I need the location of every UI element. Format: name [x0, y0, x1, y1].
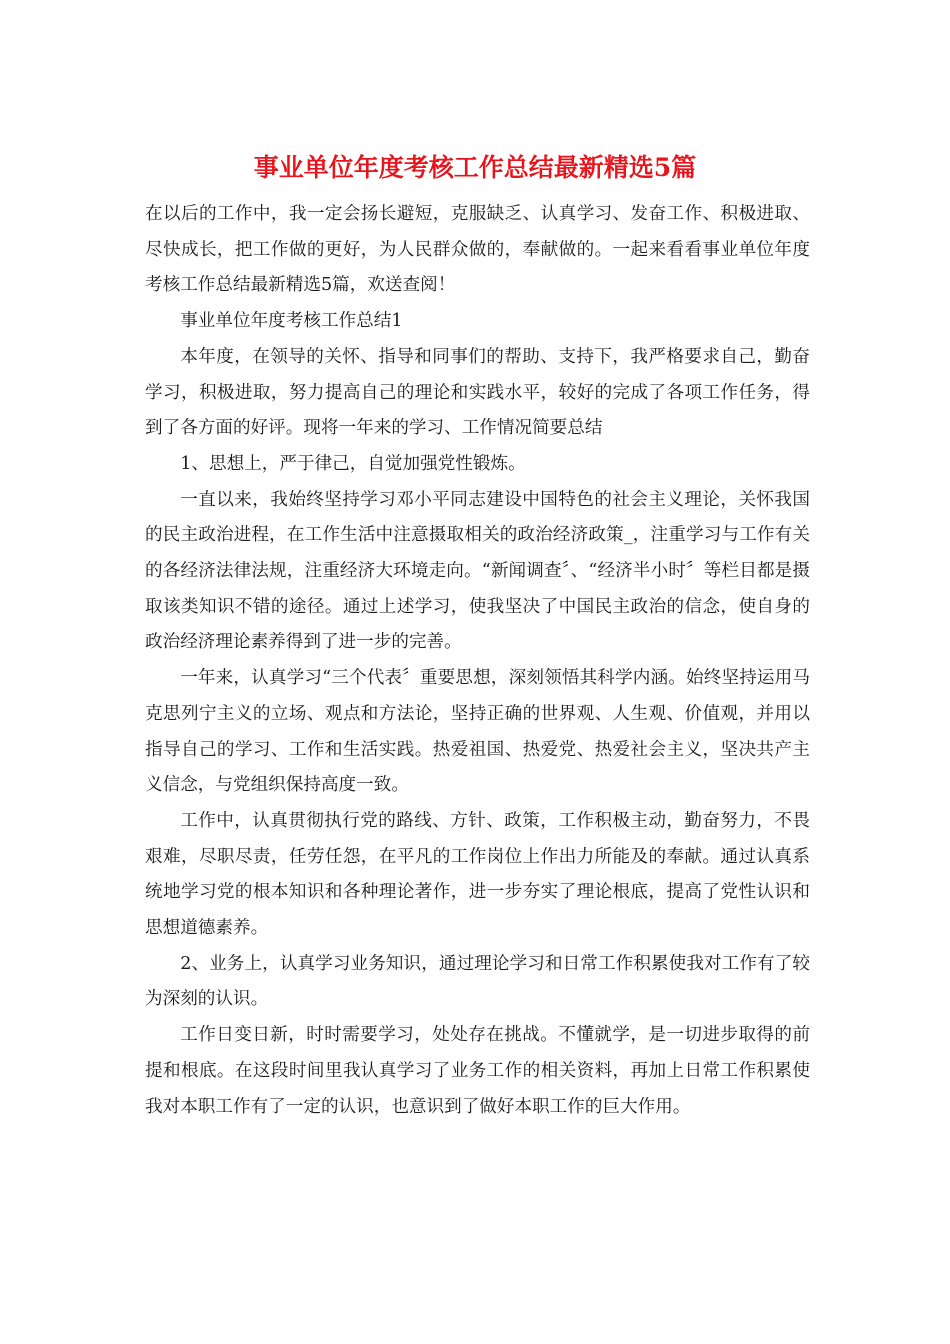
numbered-point: 2、业务上，认真学习业务知识，通过理论学习和日常工作积累使我对工作有了较为深刻的认识。 [145, 953, 810, 1010]
body-paragraph: 工作日变日新，时时需要学习，处处存在挑战。不懂就学，是一切进步取得的前提和根底。在这段时间里我认真学习了业务工作的相关资料，再加上日常工作积累使我对本职工作有了一定的认识，也意识到了做好本职工作的巨大作用。 [145, 1025, 810, 1117]
body-paragraph: 本年度，在领导的关怀、指导和同事们的帮助、支持下，我严格要求自己，勤奋学习，积极进取，努力提高自己的理论和实践水平，较好的完成了各项工作任务，得到了各方面的好评。现将一年来的学习、工作情况简要总结 [145, 346, 810, 439]
body-paragraph: 一直以来，我始终坚持学习邓小平同志建设中国特色的社会主义理论，关怀我国的民主政治进程，在工作生活中注意摄取相关的政治经济政策_，注重学习与工作有关的各经济法律法规，注重经济大环境走向。“新闻调查〞、“经济半小时〞等栏目都是摄取该类知识不错的途径。通过上述学习，使我坚决了中国民主政治的信念，使自身的政治经济理论素养得到了进一步的完善。 [145, 489, 810, 653]
numbered-point: 1、思想上，严于律己，自觉加强党性锻炼。 [180, 453, 526, 474]
intro-paragraph: 在以后的工作中，我一定会扬长避短，克服缺乏、认真学习、发奋工作、积极进取、尽快成长，把工作做的更好，为人民群众做的，奉献做的。一起来看看事业单位年度考核工作总结最新精选5篇，欢送查阅！ [145, 204, 810, 296]
section-heading: 事业单位年度考核工作总结1 [180, 311, 403, 332]
body-paragraph: 一年来，认真学习“三个代表〞重要思想，深刻领悟其科学内涵。始终坚持运用马克思列宁主义的立场、观点和方法论，坚持正确的世界观、人生观、价值观，并用以指导自己的学习、工作和生活实践。热爱祖国、热爱党、热爱社会主义，坚决共产主义信念，与党组织保持高度一致。 [145, 668, 810, 796]
body-paragraph: 工作中，认真贯彻执行党的路线、方针、政策，工作积极主动，勤奋努力，不畏艰难，尽职尽责，任劳任怨，在平凡的工作岗位上作出力所能及的奉献。通过认真系统地学习党的根本知识和各种理论著作，进一步夯实了理论根底，提高了党性认识和思想道德素养。 [145, 810, 810, 939]
document-body [145, 197, 810, 1125]
document-title: 事业单位年度考核工作总结最新精选5篇 [253, 153, 697, 182]
